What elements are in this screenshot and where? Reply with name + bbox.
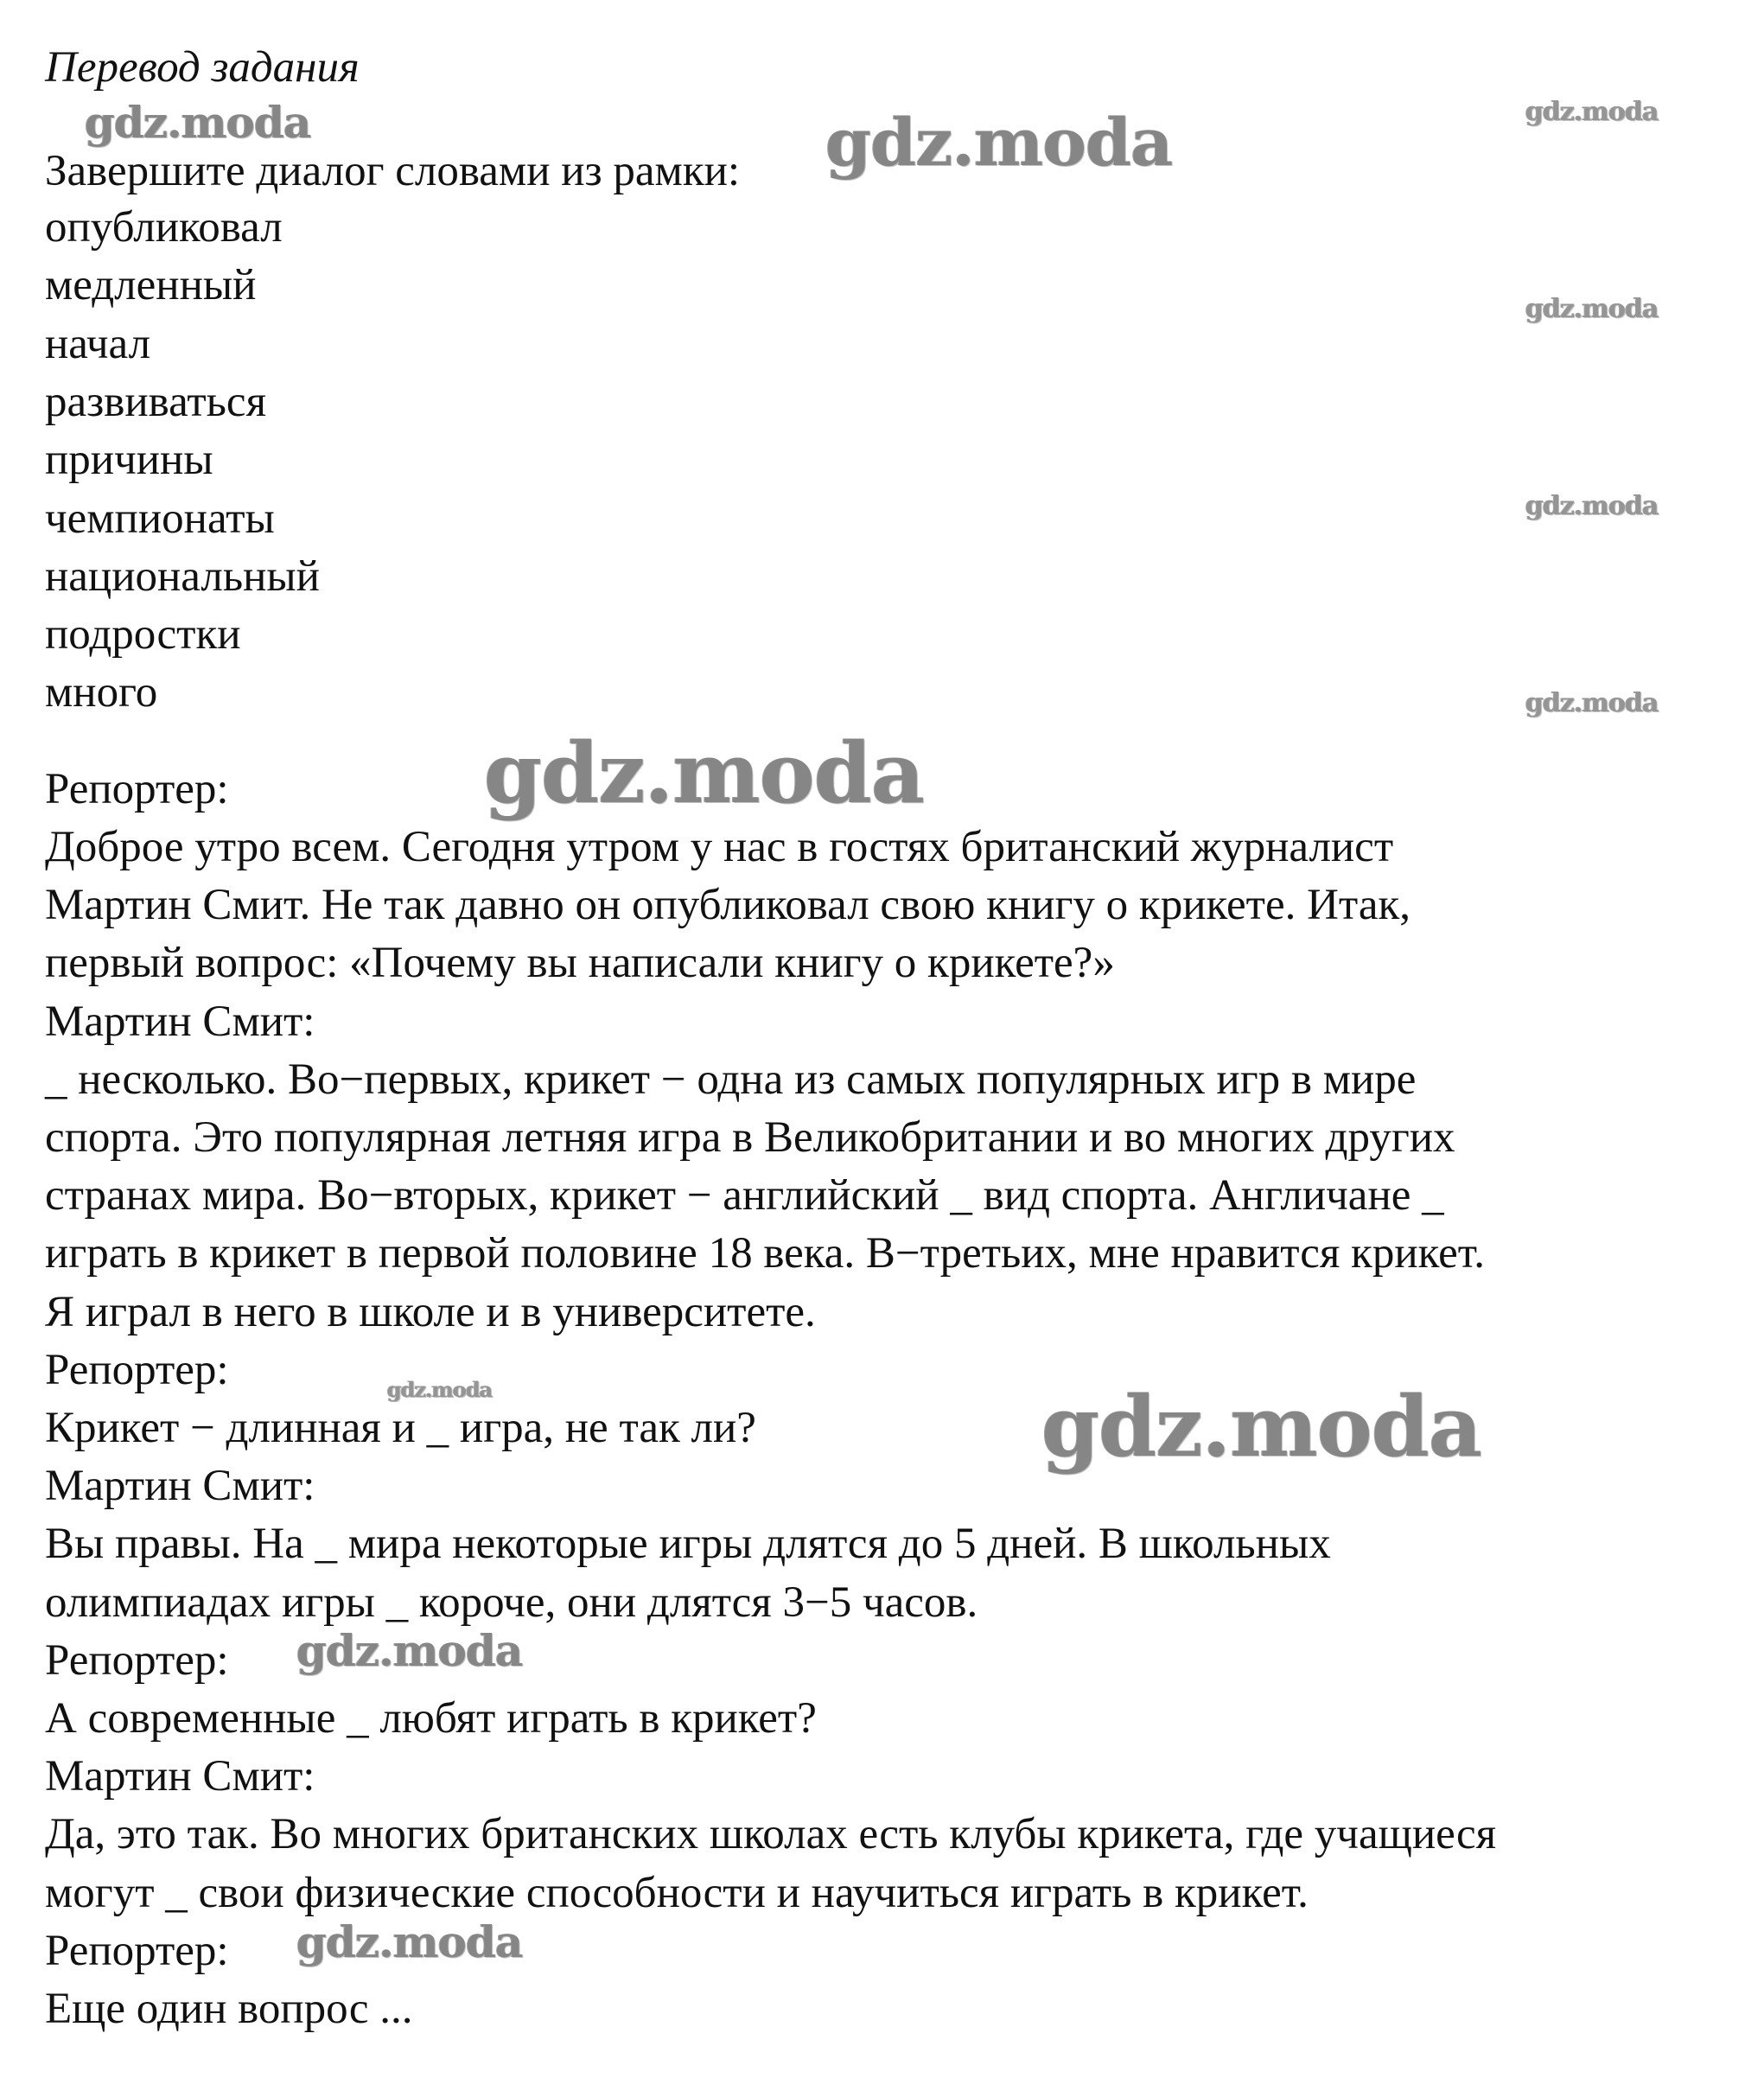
watermark: gdz.moda: [296, 1916, 523, 1967]
word-box-item: развиваться: [45, 378, 267, 426]
speaker-label: Репортер:: [45, 765, 229, 813]
dialogue-line: Мартин Смит. Не так давно он опубликовал свою книгу о крикете. Итак,: [45, 881, 1411, 929]
watermark: gdz.moda: [1525, 688, 1659, 718]
watermark: gdz.moda: [1525, 491, 1659, 521]
task-instruction: Завершите диалог словами из рамки:: [45, 147, 741, 195]
word-box-item: чемпионаты: [45, 494, 275, 543]
dialogue-line: Да, это так. Во многих британских школах есть клубы крикета, где учащиеся: [45, 1810, 1497, 1858]
dialogue-line: спорта. Это популярная летняя игра в Великобритании и во многих других: [45, 1113, 1455, 1162]
speaker-label: Репортер:: [45, 1927, 229, 1975]
dialogue-line: могут _ свои физические способности и научиться играть в крикет.: [45, 1869, 1309, 1917]
word-box-item: опубликовал: [45, 203, 283, 252]
word-box-item: много: [45, 668, 158, 717]
word-box-item: начал: [45, 320, 151, 368]
speaker-label: Репортер:: [45, 1346, 229, 1394]
dialogue-line: первый вопрос: «Почему вы написали книгу о крикете?»: [45, 939, 1115, 987]
dialogue-line: _ несколько. Во−первых, крикет − одна из самых популярных игр в мире: [45, 1055, 1417, 1104]
dialogue-line: А современные _ любят играть в крикет?: [45, 1694, 817, 1743]
dialogue-line: Доброе утро всем. Сегодня утром у нас в гостях британский журналист: [45, 823, 1394, 871]
watermark: gdz.moda: [1525, 294, 1659, 324]
watermark: gdz.moda: [1041, 1378, 1482, 1476]
watermark: gdz.moda: [1525, 97, 1659, 127]
dialogue-line: Я играл в него в школе и в университете.: [45, 1288, 816, 1336]
watermark: gdz.moda: [387, 1377, 493, 1402]
watermark: gdz.moda: [484, 724, 925, 822]
dialogue-line: олимпиадах игры _ короче, они длятся 3−5 часов.: [45, 1578, 978, 1627]
dialogue-line: странах мира. Во−вторых, крикет − английский _ вид спорта. Англичане _: [45, 1171, 1444, 1220]
page-heading: Перевод задания: [45, 43, 360, 92]
speaker-label: Мартин Смит:: [45, 998, 315, 1046]
dialogue-line: Крикет − длинная и _ игра, не так ли?: [45, 1404, 756, 1452]
dialogue-line: играть в крикет в первой половине 18 века. В−третьих, мне нравится крикет.: [45, 1229, 1485, 1278]
dialogue-line: Вы правы. На _ мира некоторые игры длятся до 5 дней. В школьных: [45, 1520, 1331, 1568]
word-box-item: причины: [45, 436, 213, 484]
watermark: gdz.moda: [296, 1625, 523, 1676]
speaker-label: Мартин Смит:: [45, 1462, 315, 1510]
watermark: gdz.moda: [825, 104, 1173, 181]
speaker-label: Репортер:: [45, 1636, 229, 1685]
watermark: gdz.moda: [85, 97, 311, 148]
word-box-item: национальный: [45, 552, 320, 601]
word-box-item: медленный: [45, 261, 257, 309]
word-box-item: подростки: [45, 610, 241, 659]
dialogue-line: Еще один вопрос ...: [45, 1985, 413, 2033]
speaker-label: Мартин Смит:: [45, 1752, 315, 1801]
